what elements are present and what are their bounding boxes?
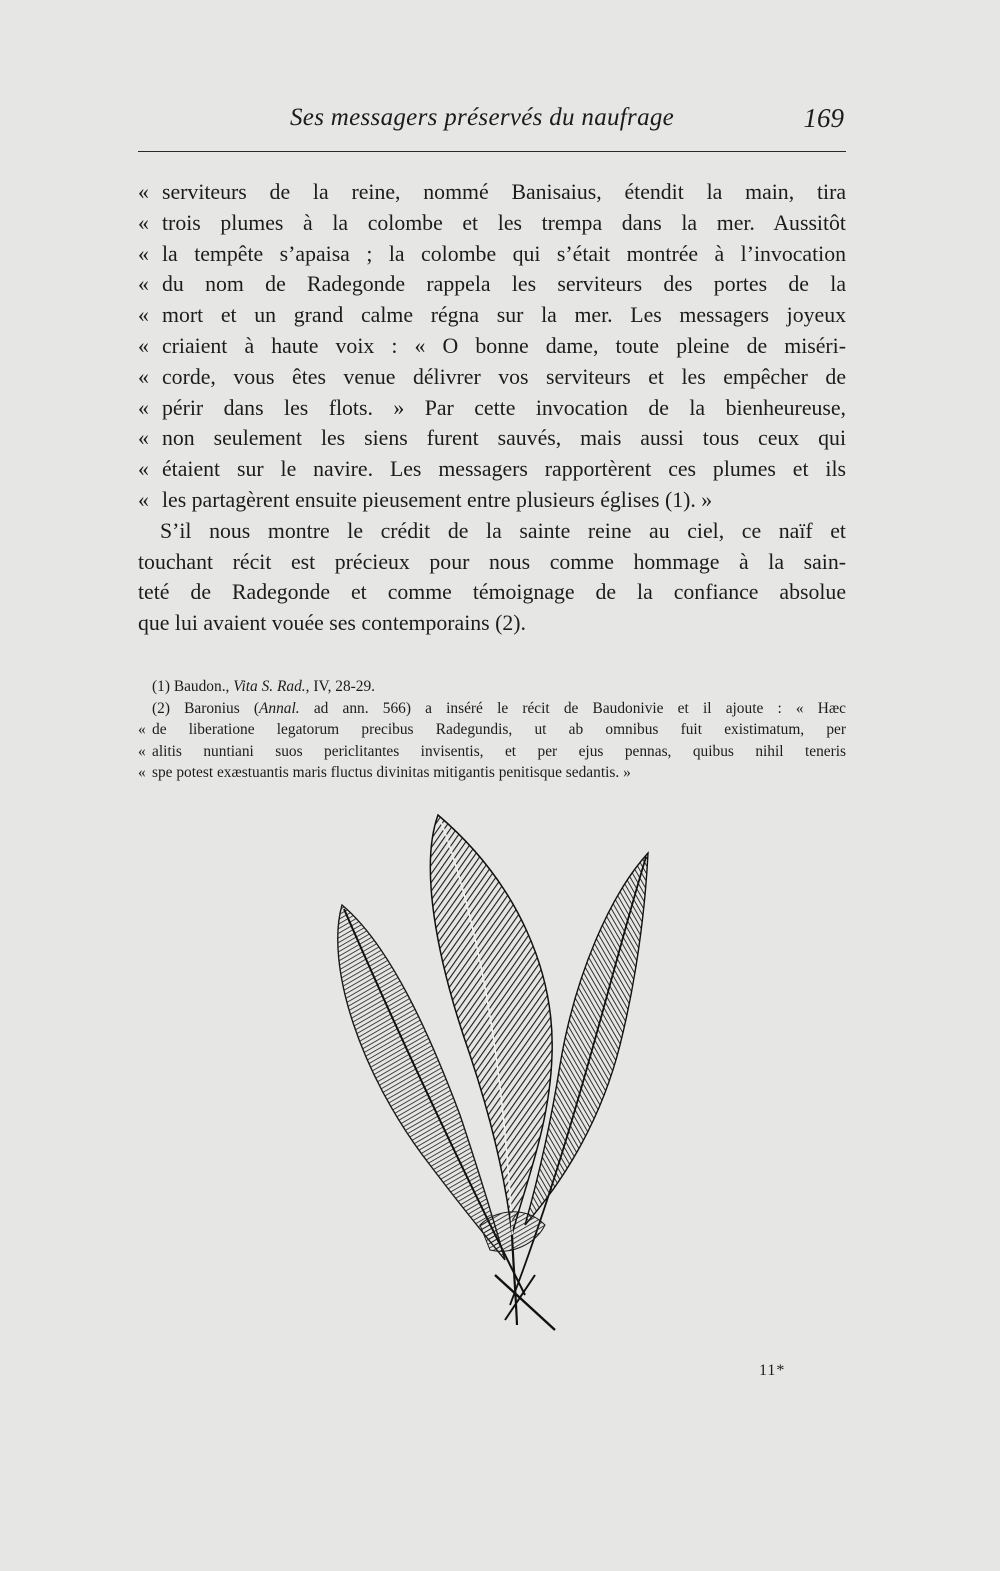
running-title: Ses messagers préservés du naufrage (290, 104, 675, 131)
text-line: « serviteurs de la reine, nommé Banisaius, étendit la main, tira (138, 180, 846, 204)
text-line: « du nom de Radegonde rappela les serviteurs des portes de la (138, 272, 846, 297)
text-line: « mort et un grand calme régna sur la mer. Les messagers joyeux (138, 303, 846, 328)
footnote-line: « de liberatione legatorum precibus Radegundis, ut ab omnibus fuit existimatum, per (138, 721, 846, 739)
text-line: « criaient à haute voix : « O bonne dame, toute pleine de miséri- (138, 333, 846, 358)
text-line: « périr dans les flots. » Par cette invocation de la bienheureuse, (138, 395, 846, 420)
text-line: « trois plumes à la colombe et les trempa dans la mer. Aussitôt (138, 210, 846, 235)
footnote-2: (2) Baronius (Annal. ad ann. 566) a inséré le récit de Baudonivie et il ajoute : « Hæc (152, 699, 846, 717)
text-line: « non seulement les siens furent sauvés, mais aussi tous ceux qui (138, 426, 846, 451)
footnote-line: « alitis nuntiani suos periclitantes invisentis, et per ejus pennas, quibus nihil teneris (138, 742, 846, 760)
text-line: « corde, vous êtes venue délivrer vos serviteurs et les empêcher de (138, 364, 846, 389)
paragraph-line: touchant récit est précieux pour nous comme hommage à la sain- (138, 549, 846, 574)
footnotes (138, 676, 846, 784)
page-number: 169 (803, 103, 844, 133)
signature-mark: 11* (759, 1362, 786, 1379)
feathers-engraving-icon (320, 805, 670, 1335)
feathers-illustration (320, 805, 670, 1335)
footnote-1: (1) Baudon., Vita S. Rad., IV, 28-29. (152, 678, 376, 695)
page-header (138, 104, 846, 144)
paragraph-line: que lui avaient vouée ses contemporains (2). (138, 611, 526, 636)
paragraph-line: teté de Radegonde et comme témoignage de la confiance absolue (138, 580, 846, 605)
text-line: « la tempête s’apaisa ; la colombe qui s’était montrée à l’invocation (138, 241, 846, 266)
footnote-line: « spe potest exæstuantis maris fluctus divinitas mitigantis penitisque sedantis. » (138, 764, 631, 782)
main-text (138, 177, 846, 639)
header-rule (138, 151, 846, 152)
paragraph-line: S’il nous montre le crédit de la sainte reine au ciel, ce naïf et (160, 518, 846, 543)
text-line: « les partagèrent ensuite pieusement entre plusieurs églises (1). » (138, 487, 713, 512)
text-line: « étaient sur le navire. Les messagers rapportèrent ces plumes et ils (138, 457, 846, 482)
